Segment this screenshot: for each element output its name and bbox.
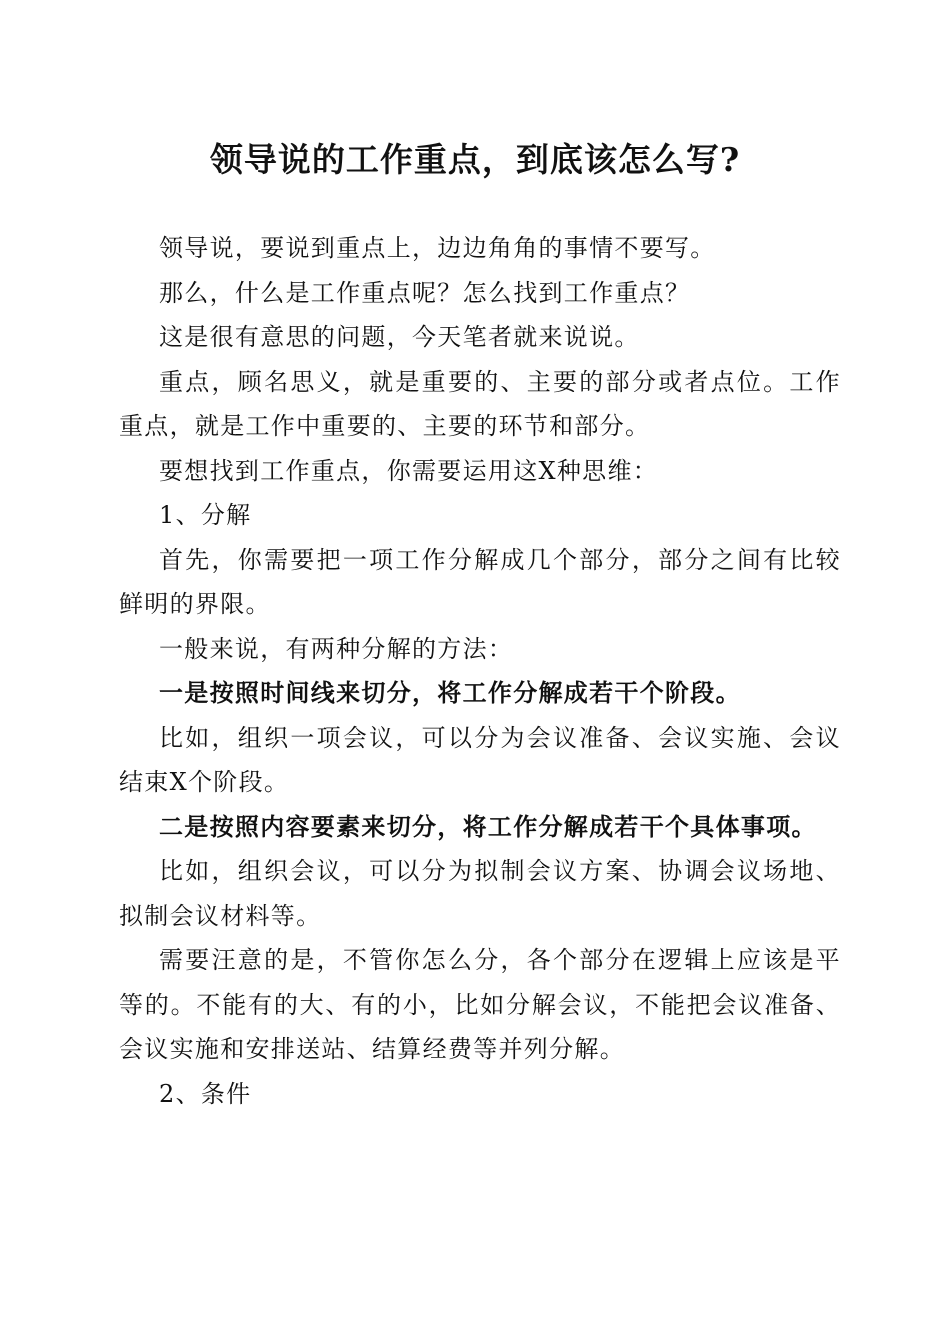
paragraph-1: 领导说，要说到重点上，边边角角的事情不要写。 — [159, 234, 716, 262]
document-body — [119, 226, 841, 1116]
section-heading-1: 1、分解 — [159, 501, 252, 529]
paragraph-4: 重点，顾名思义，就是重要的、主要的部分或者点位。工作重点，就是工作中重要的、主要的环节和部分。 — [119, 367, 841, 440]
paragraph-2: 那么，什么是工作重点呢？怎么找到工作重点？ — [159, 278, 691, 307]
paragraph-13: 需要汪意的是，不管你怎么分，各个部分在逻辑上应该是平等的。不能有的大、有的小，比如分解会议，不能把会议准备、会议实施和安排送站、结算经费等并列分解。 — [119, 946, 841, 1063]
paragraph-7: 首先，你需要把一项工作分解成几个部分，部分之间有比较鲜明的界限。 — [119, 545, 841, 618]
paragraph-3: 这是很有意思的问题，今天笔者就来说说。 — [159, 323, 640, 351]
document-title: 领导说的工作重点，到底该怎么写? — [209, 140, 741, 179]
section-heading-2: 2、条件 — [159, 1079, 252, 1108]
paragraph-12: 比如，组织会议，可以分为拟制会议方案、协调会议场地、拟制会议材料等。 — [119, 857, 841, 930]
paragraph-10: 比如，组织一项会议，可以分为会议准备、会议实施、会议结束X个阶段。 — [119, 723, 841, 796]
method-2-heading: 二是按照内容要素来切分，将工作分解成若干个具体事项。 — [159, 811, 817, 841]
paragraph-8: 一般来说，有两种分解的方法： — [159, 634, 514, 663]
paragraph-5: 要想找到工作重点，你需要运用这X种思维： — [159, 456, 659, 485]
method-1-heading: 一是按照时间线来切分，将工作分解成若干个阶段。 — [159, 678, 741, 707]
